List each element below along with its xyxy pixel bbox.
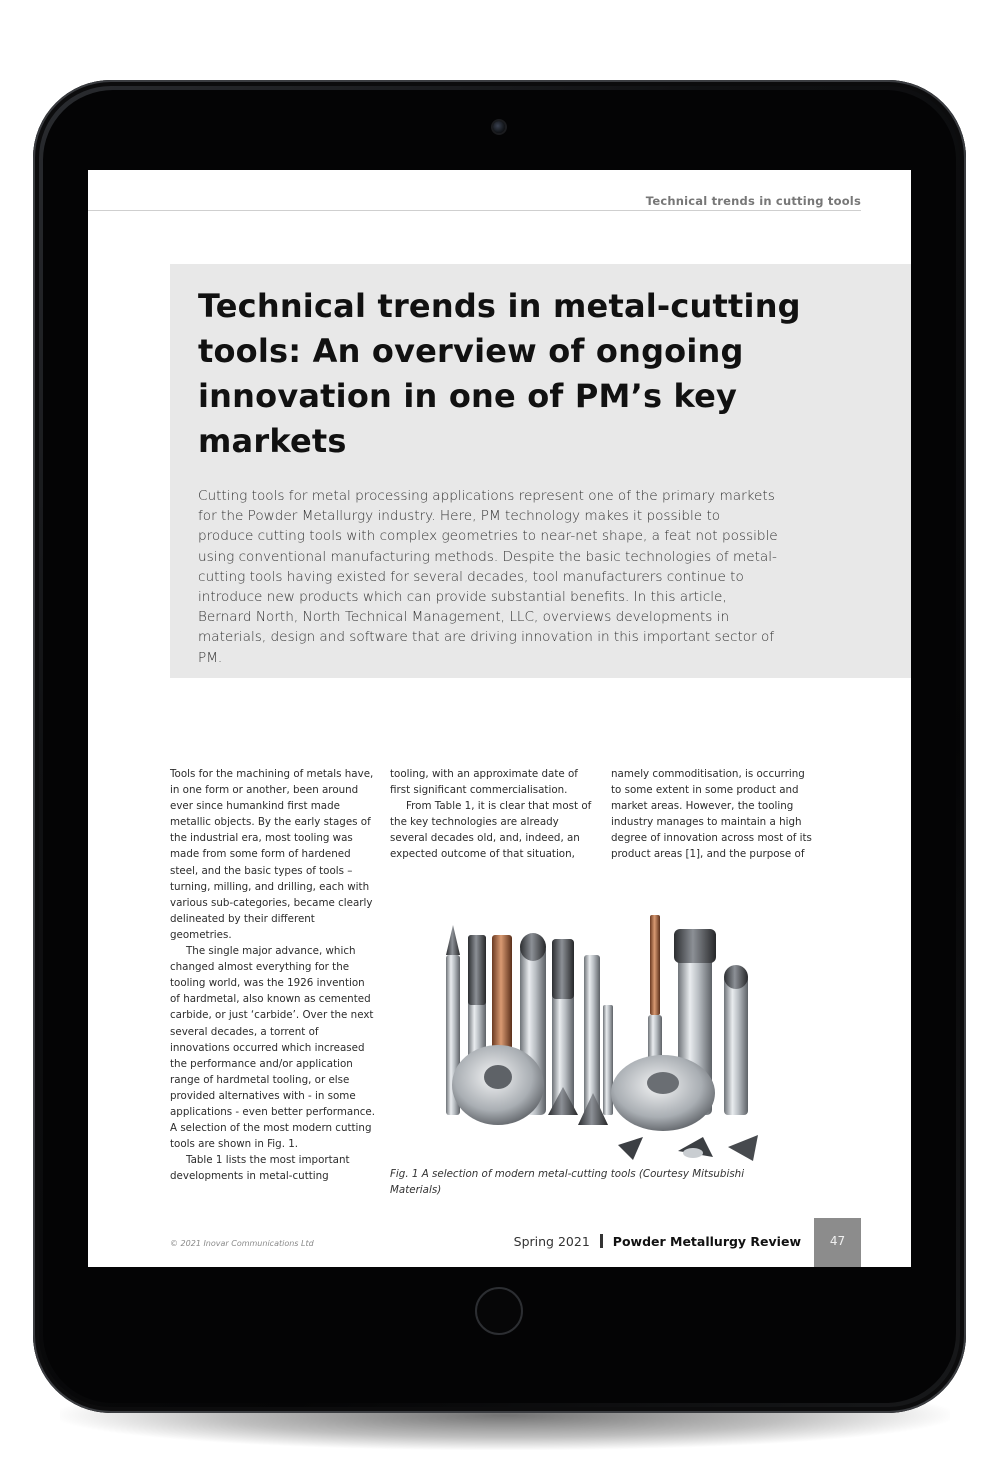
footer-issue-info xyxy=(514,1234,801,1249)
footer-publication: Powder Metallurgy Review xyxy=(612,1234,801,1249)
body-paragraph: namely commoditisation, is occurring to some extent in some product and market areas. However, the tooling industry manages to maintain a high degree of innovation across most of its product areas [1], and the purpose of xyxy=(611,768,812,861)
body-paragraph: tooling, with an approximate date of first significant commercialisation. xyxy=(390,768,578,797)
page-number: 47 xyxy=(814,1218,861,1267)
running-head xyxy=(88,192,861,211)
body-column-3 xyxy=(611,766,816,863)
body-paragraph: From Table 1, it is clear that most of the key technologies are already several decades old, and, indeed, an expected outcome of that situation, xyxy=(390,800,592,861)
body-paragraph: Tools for the machining of metals have, in one form or another, been around ever since humankind first made metallic objects. By the early stages of the industrial era, most tooling was made from some form of hardened steel, and the basic types of tools – turning, milling, and drilling, each with various sub-categories, became clearly delineated by their different geometries. xyxy=(170,768,374,941)
home-button[interactable] xyxy=(475,1287,523,1335)
camera-icon xyxy=(493,121,505,133)
footer-copyright: © 2021 Inovar Communications Ltd xyxy=(170,1239,314,1248)
article-title: Technical trends in metal-cutting tools: An overview of ongoing innovation in one of PM’s key markets xyxy=(198,287,801,460)
magazine-page xyxy=(88,170,911,1267)
body-column-2 xyxy=(390,766,595,863)
footer-separator xyxy=(600,1234,603,1248)
running-head-text: Technical trends in cutting tools xyxy=(645,194,861,208)
title-block xyxy=(170,264,911,678)
figure-caption: Fig. 1 A selection of modern metal-cutting tools (Courtesy Mitsubishi Materials) xyxy=(390,1168,745,1196)
body-paragraph: The single major advance, which changed almost everything for the tooling world, was the 1926 invention of hardmetal, also known as cemented carbide, or just ‘carbide’. Over the next several decades, a torrent of innovations occurred which increased the performance and/or application range of hardmetal tooling, or else provided alternatives with - in some applications - even better performance. A selection of the most modern cutting tools are shown in Fig. 1. xyxy=(170,945,375,1151)
cutting-tools-photo xyxy=(428,915,808,1165)
article-intro: Cutting tools for metal processing applications represent one of the primary markets for the Powder Metallurgy industry. Here, PM technology makes it possible to produce cutting tools with complex geometries to near-net shape, a feat not possible using conventional manufacturing methods. Despite the basic technologies of metal-cutting tools having existed for several decades, tool manufacturers continue to introduce new products which can provide substantial benefits. In this article, Bernard North, North Technical Management, LLC, overviews developments in materials, design and software that are driving innovation in this important sector of PM. xyxy=(198,488,778,666)
footer-issue: Spring 2021 xyxy=(513,1234,590,1249)
body-paragraph: Table 1 lists the most important developments in metal-cutting xyxy=(170,1154,350,1183)
body-column-1 xyxy=(170,766,375,1184)
